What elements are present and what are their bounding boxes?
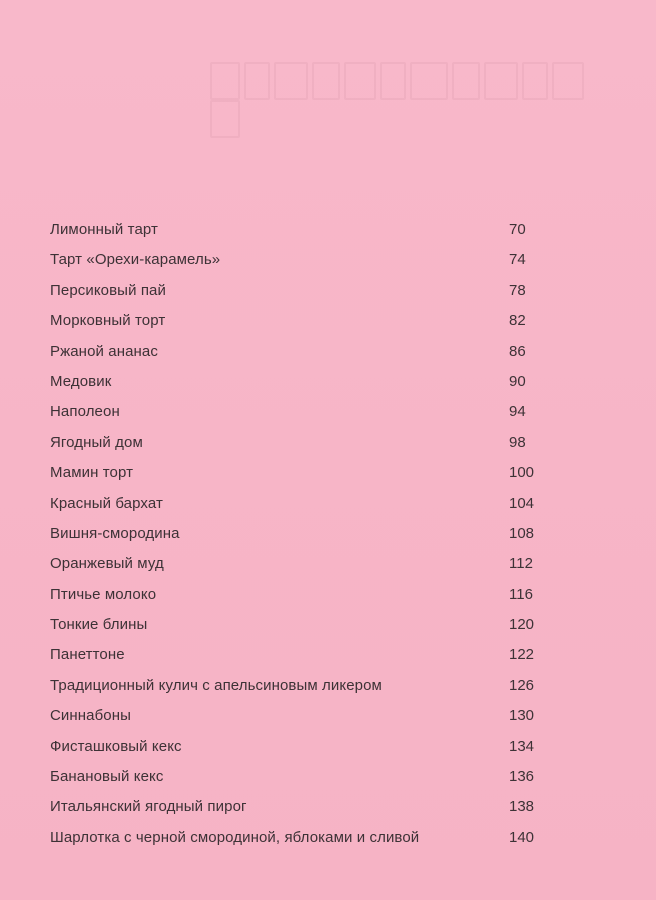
toc-entry-title: Банановый кекс	[50, 768, 164, 786]
table-of-contents	[50, 215, 535, 853]
toc-entry-title: Наполеон	[50, 403, 120, 421]
toc-entry-title: Тонкие блины	[50, 616, 148, 634]
toc-entry	[50, 823, 535, 853]
toc-entry-page-number: 100	[509, 464, 535, 482]
toc-entry-page-number: 78	[509, 281, 526, 299]
toc-entry-page-number: 90	[509, 372, 526, 390]
toc-entry-page-number: 70	[509, 221, 526, 238]
toc-entry-title: Красный бархат	[50, 494, 163, 512]
toc-entry-page-number: 104	[509, 494, 535, 512]
toc-entry-page-number: 82	[509, 312, 526, 330]
toc-entry-title: Фисташковый кекс	[50, 737, 182, 755]
toc-entry-title: Панеттоне	[50, 646, 125, 664]
toc-entry	[50, 337, 535, 367]
toc-entry-page-number: 134	[509, 737, 535, 755]
toc-entry-title: Тарт «Орехи-карамель»	[50, 251, 221, 269]
toc-entry	[50, 762, 535, 792]
toc-entry-page-number: 136	[509, 768, 535, 786]
toc-entry-page-number: 94	[509, 403, 526, 421]
toc-entry	[50, 306, 535, 336]
toc-entry-title: Вишня-смородина	[50, 524, 180, 542]
toc-entry-title: Персиковый пай	[50, 281, 166, 299]
toc-entry-page-number: 112	[509, 555, 533, 573]
toc-entry	[50, 671, 535, 701]
toc-entry	[50, 276, 535, 306]
toc-entry	[50, 701, 535, 731]
toc-entry-title: Шарлотка с черной смородиной, яблоками и сливой	[50, 828, 420, 846]
toc-entry-title: Медовик	[50, 372, 112, 390]
toc-entry-page-number: 116	[509, 585, 533, 603]
toc-entry-page-number: 98	[509, 433, 526, 451]
toc-entry-page-number: 138	[509, 798, 535, 816]
toc-entry	[50, 732, 535, 762]
toc-entry-page-number: 122	[509, 646, 535, 664]
toc-entry	[50, 245, 535, 275]
toc-entry	[50, 792, 535, 822]
toc-entry	[50, 428, 535, 458]
toc-entry	[50, 640, 535, 670]
toc-entry-title: Морковный торт	[50, 312, 166, 330]
toc-entry	[50, 397, 535, 427]
toc-entry	[50, 367, 535, 397]
toc-entry	[50, 580, 535, 610]
toc-entry-page-number: 140	[509, 828, 535, 846]
toc-entry-title: Итальянский ягодный пирог	[50, 798, 247, 816]
toc-entry	[50, 610, 535, 640]
toc-entry	[50, 549, 535, 579]
toc-entry	[50, 458, 535, 488]
toc-entry-page-number: 74	[509, 251, 526, 269]
toc-entry-title: Мамин торт	[50, 464, 134, 482]
toc-entry	[50, 519, 535, 549]
toc-entry-title: Ягодный дом	[50, 433, 143, 451]
toc-entry-page-number: 108	[509, 524, 535, 542]
toc-entry-page-number: 126	[509, 676, 535, 694]
toc-entry-title: Синнабоны	[50, 707, 132, 725]
toc-entry-title: Лимонный тарт	[50, 221, 158, 238]
toc-entry	[50, 489, 535, 519]
toc-entry-page-number: 120	[509, 616, 535, 634]
toc-entry	[50, 215, 535, 245]
toc-entry-title: Ржаной ананас	[50, 342, 158, 360]
toc-entry-page-number: 130	[509, 707, 535, 725]
toc-entry-title: Оранжевый муд	[50, 555, 164, 573]
toc-entry-page-number: 86	[509, 342, 526, 360]
faint-heading-showthrough	[210, 62, 590, 102]
toc-entry-title: Традиционный кулич с апельсиновым ликером	[50, 676, 382, 694]
toc-entry-title: Птичье молоко	[50, 585, 157, 603]
